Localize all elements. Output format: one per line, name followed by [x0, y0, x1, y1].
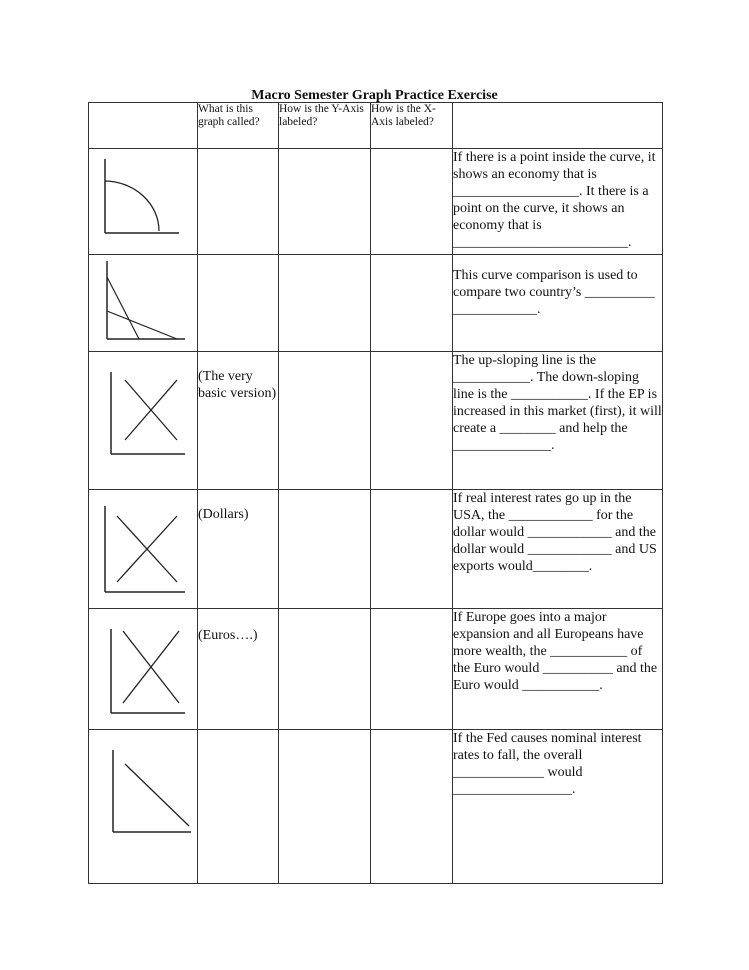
row-question: If real interest rates go up in the USA, the ____________ for the dollar would ____________ and the dollar would ____________ and US exports would________. [453, 490, 663, 609]
y-axis-answer-cell[interactable] [279, 149, 371, 255]
row-question: The up-sloping line is the ___________. The down-sloping line is the ___________. If the EP is increased in this market (first), it will create a ________ and help the ______________. [453, 352, 663, 490]
practice-table [88, 102, 663, 884]
table-row [89, 609, 663, 730]
table-row [89, 352, 663, 490]
row-note [198, 730, 279, 884]
header-y-axis: How is the Y-Axis labeled? [279, 103, 371, 149]
row-note: (The very basic version) [198, 352, 279, 490]
header-graph-cell [89, 103, 198, 149]
supply-demand-x-icon [89, 352, 198, 489]
comparative-advantage-lines-icon [89, 255, 198, 351]
row-note [198, 149, 279, 255]
row-question: If there is a point inside the curve, it shows an economy that is __________________. It there is a point on the curve, it shows an economy that is _________________________. [453, 149, 663, 255]
header-x-axis: How is the X-Axis labeled? [371, 103, 453, 149]
row-note: (Euros….) [198, 609, 279, 730]
row-note [198, 255, 279, 352]
x-axis-answer-cell[interactable] [371, 352, 453, 490]
y-axis-answer-cell[interactable] [279, 352, 371, 490]
supply-demand-x-icon [89, 609, 198, 729]
x-axis-answer-cell[interactable] [371, 255, 453, 352]
row-question: If Europe goes into a major expansion and all Europeans have more wealth, the ___________ of the Euro would __________ and the Euro would ___________. [453, 609, 663, 730]
row-question: This curve comparison is used to compare two country’s __________ ____________. [453, 255, 663, 352]
x-axis-answer-cell[interactable] [371, 609, 453, 730]
x-axis-answer-cell[interactable] [371, 730, 453, 884]
table-row [89, 490, 663, 609]
y-axis-answer-cell[interactable] [279, 490, 371, 609]
table-row [89, 730, 663, 884]
table-row [89, 255, 663, 352]
header-what-called: What is this graph called? [198, 103, 279, 149]
y-axis-answer-cell[interactable] [279, 255, 371, 352]
row-note: (Dollars) [198, 490, 279, 609]
x-axis-answer-cell[interactable] [371, 490, 453, 609]
page-title: Macro Semester Graph Practice Exercise [251, 88, 498, 103]
table-row [89, 149, 663, 255]
header-row [89, 103, 663, 149]
row-question: If the Fed causes nominal interest rates to fall, the overall _____________ would _________________. [453, 730, 663, 884]
x-axis-answer-cell[interactable] [371, 149, 453, 255]
y-axis-answer-cell[interactable] [279, 609, 371, 730]
y-axis-answer-cell[interactable] [279, 730, 371, 884]
header-question-cell [453, 103, 663, 149]
ppc-curve-icon [89, 149, 198, 254]
supply-demand-x-icon [89, 490, 198, 608]
downward-sloping-line-icon [89, 730, 198, 883]
